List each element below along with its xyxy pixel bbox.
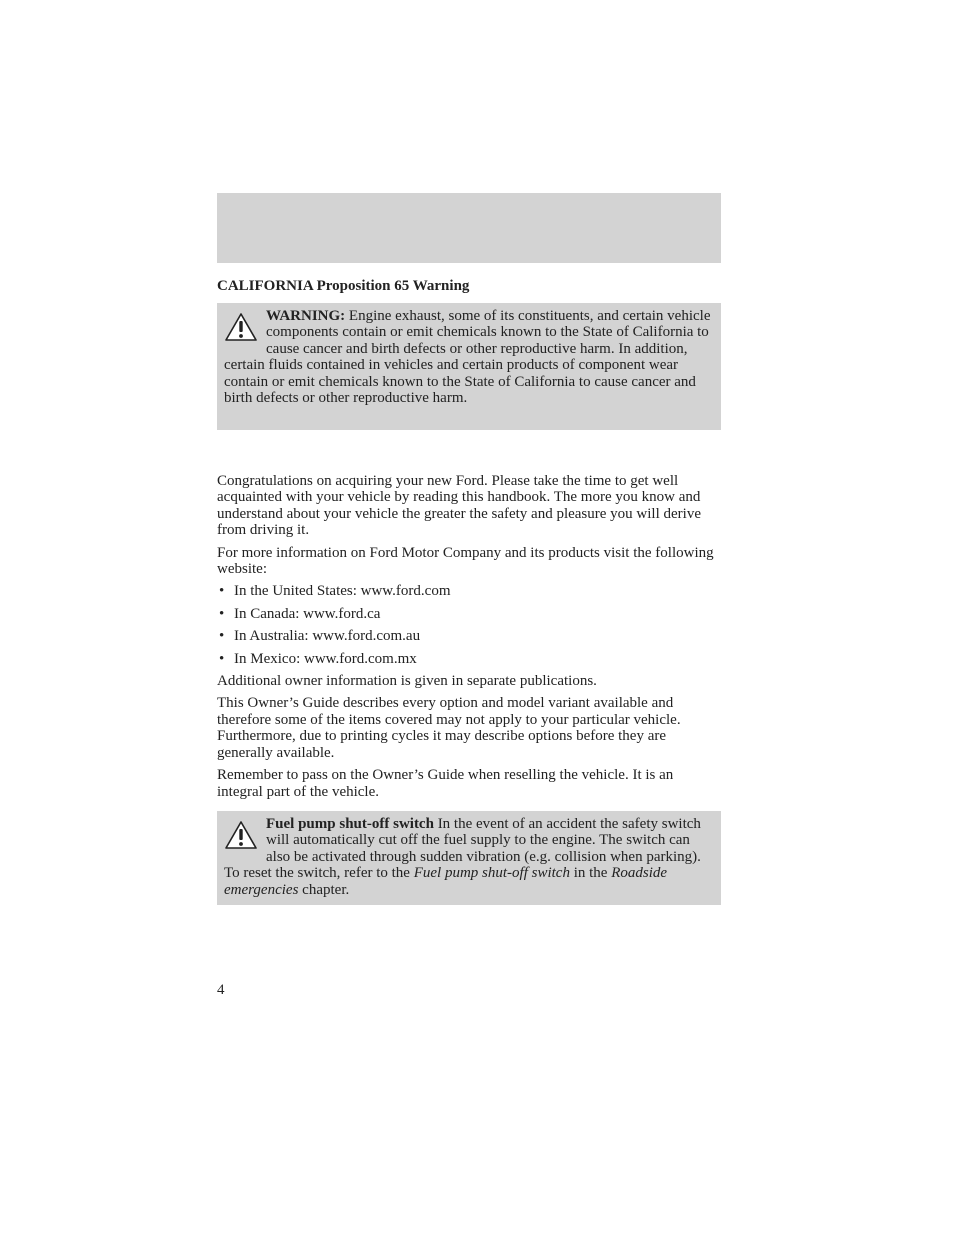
fuel-pump-lead: Fuel pump shut-off switch	[266, 816, 434, 832]
bullet: •	[219, 583, 225, 600]
fuel-pump-reference: Fuel pump shut-off switch	[413, 865, 570, 882]
warning-text: Engine exhaust, some of its constituents, and certain vehicle components contain or emit chemicals known to the State of California to cause cancer and birth defects or other reproductive harm. In addition, certain fluids contained in vehicles and certain products of component wear contain or emit chemicals known to the State of California to cause cancer and birth defects or other reproductive harm.	[224, 308, 711, 407]
warning-triangle-icon	[224, 312, 258, 342]
fuel-pump-text-2: in the	[569, 865, 612, 882]
warning-triangle-icon	[224, 820, 258, 850]
list-item	[217, 628, 721, 644]
website-intro-paragraph: For more information on Ford Motor Company and its products visit the following website:	[217, 544, 714, 578]
list-item	[217, 583, 721, 599]
roadside-chapter-reference: Roadside emergencies	[224, 865, 668, 898]
website-australia: In Australia: www.ford.com.au	[234, 628, 421, 645]
website-us: In the United States: www.ford.com	[234, 583, 451, 600]
intro-section	[217, 473, 721, 806]
website-canada: In Canada: www.ford.ca	[234, 605, 381, 622]
section-title: CALIFORNIA Proposition 65 Warning	[217, 278, 470, 294]
warning-lead: WARNING:	[266, 308, 346, 324]
list-item	[217, 651, 721, 667]
fuel-pump-text: In the event of an accident the safety switch will automatically cut off the fuel supply to the engine. The switch can also be activated through sudden vibration (e.g. collision when parking). To reset the switch, refer to the	[224, 816, 701, 882]
website-mexico: In Mexico: www.ford.com.mx	[234, 650, 417, 667]
fuel-pump-warning-box	[217, 811, 721, 905]
website-list	[217, 583, 721, 667]
bullet: •	[219, 650, 225, 667]
intro-paragraph: Congratulations on acquiring your new Ford. Please take the time to get well acquainted with your vehicle by reading this handbook. The more you know and understand about your vehicle the greater the safety and pleasure you will derive from driving it.	[217, 473, 701, 539]
list-item	[217, 606, 721, 622]
bullet: •	[219, 628, 225, 645]
header-bar	[217, 193, 721, 263]
resale-paragraph: Remember to pass on the Owner’s Guide when reselling the vehicle. It is an integral part of the vehicle.	[217, 767, 674, 800]
page-number: 4	[217, 982, 225, 998]
fuel-pump-text-3: chapter.	[298, 881, 350, 898]
guide-scope-paragraph: This Owner’s Guide describes every option and model variant available and therefore some of the items covered may not apply to your particular vehicle. Furthermore, due to printing cycles it may describe options before they are generally available.	[217, 695, 681, 761]
additional-info-paragraph: Additional owner information is given in separate publications.	[217, 673, 597, 690]
bullet: •	[219, 605, 225, 622]
prop65-warning-box	[217, 303, 721, 430]
